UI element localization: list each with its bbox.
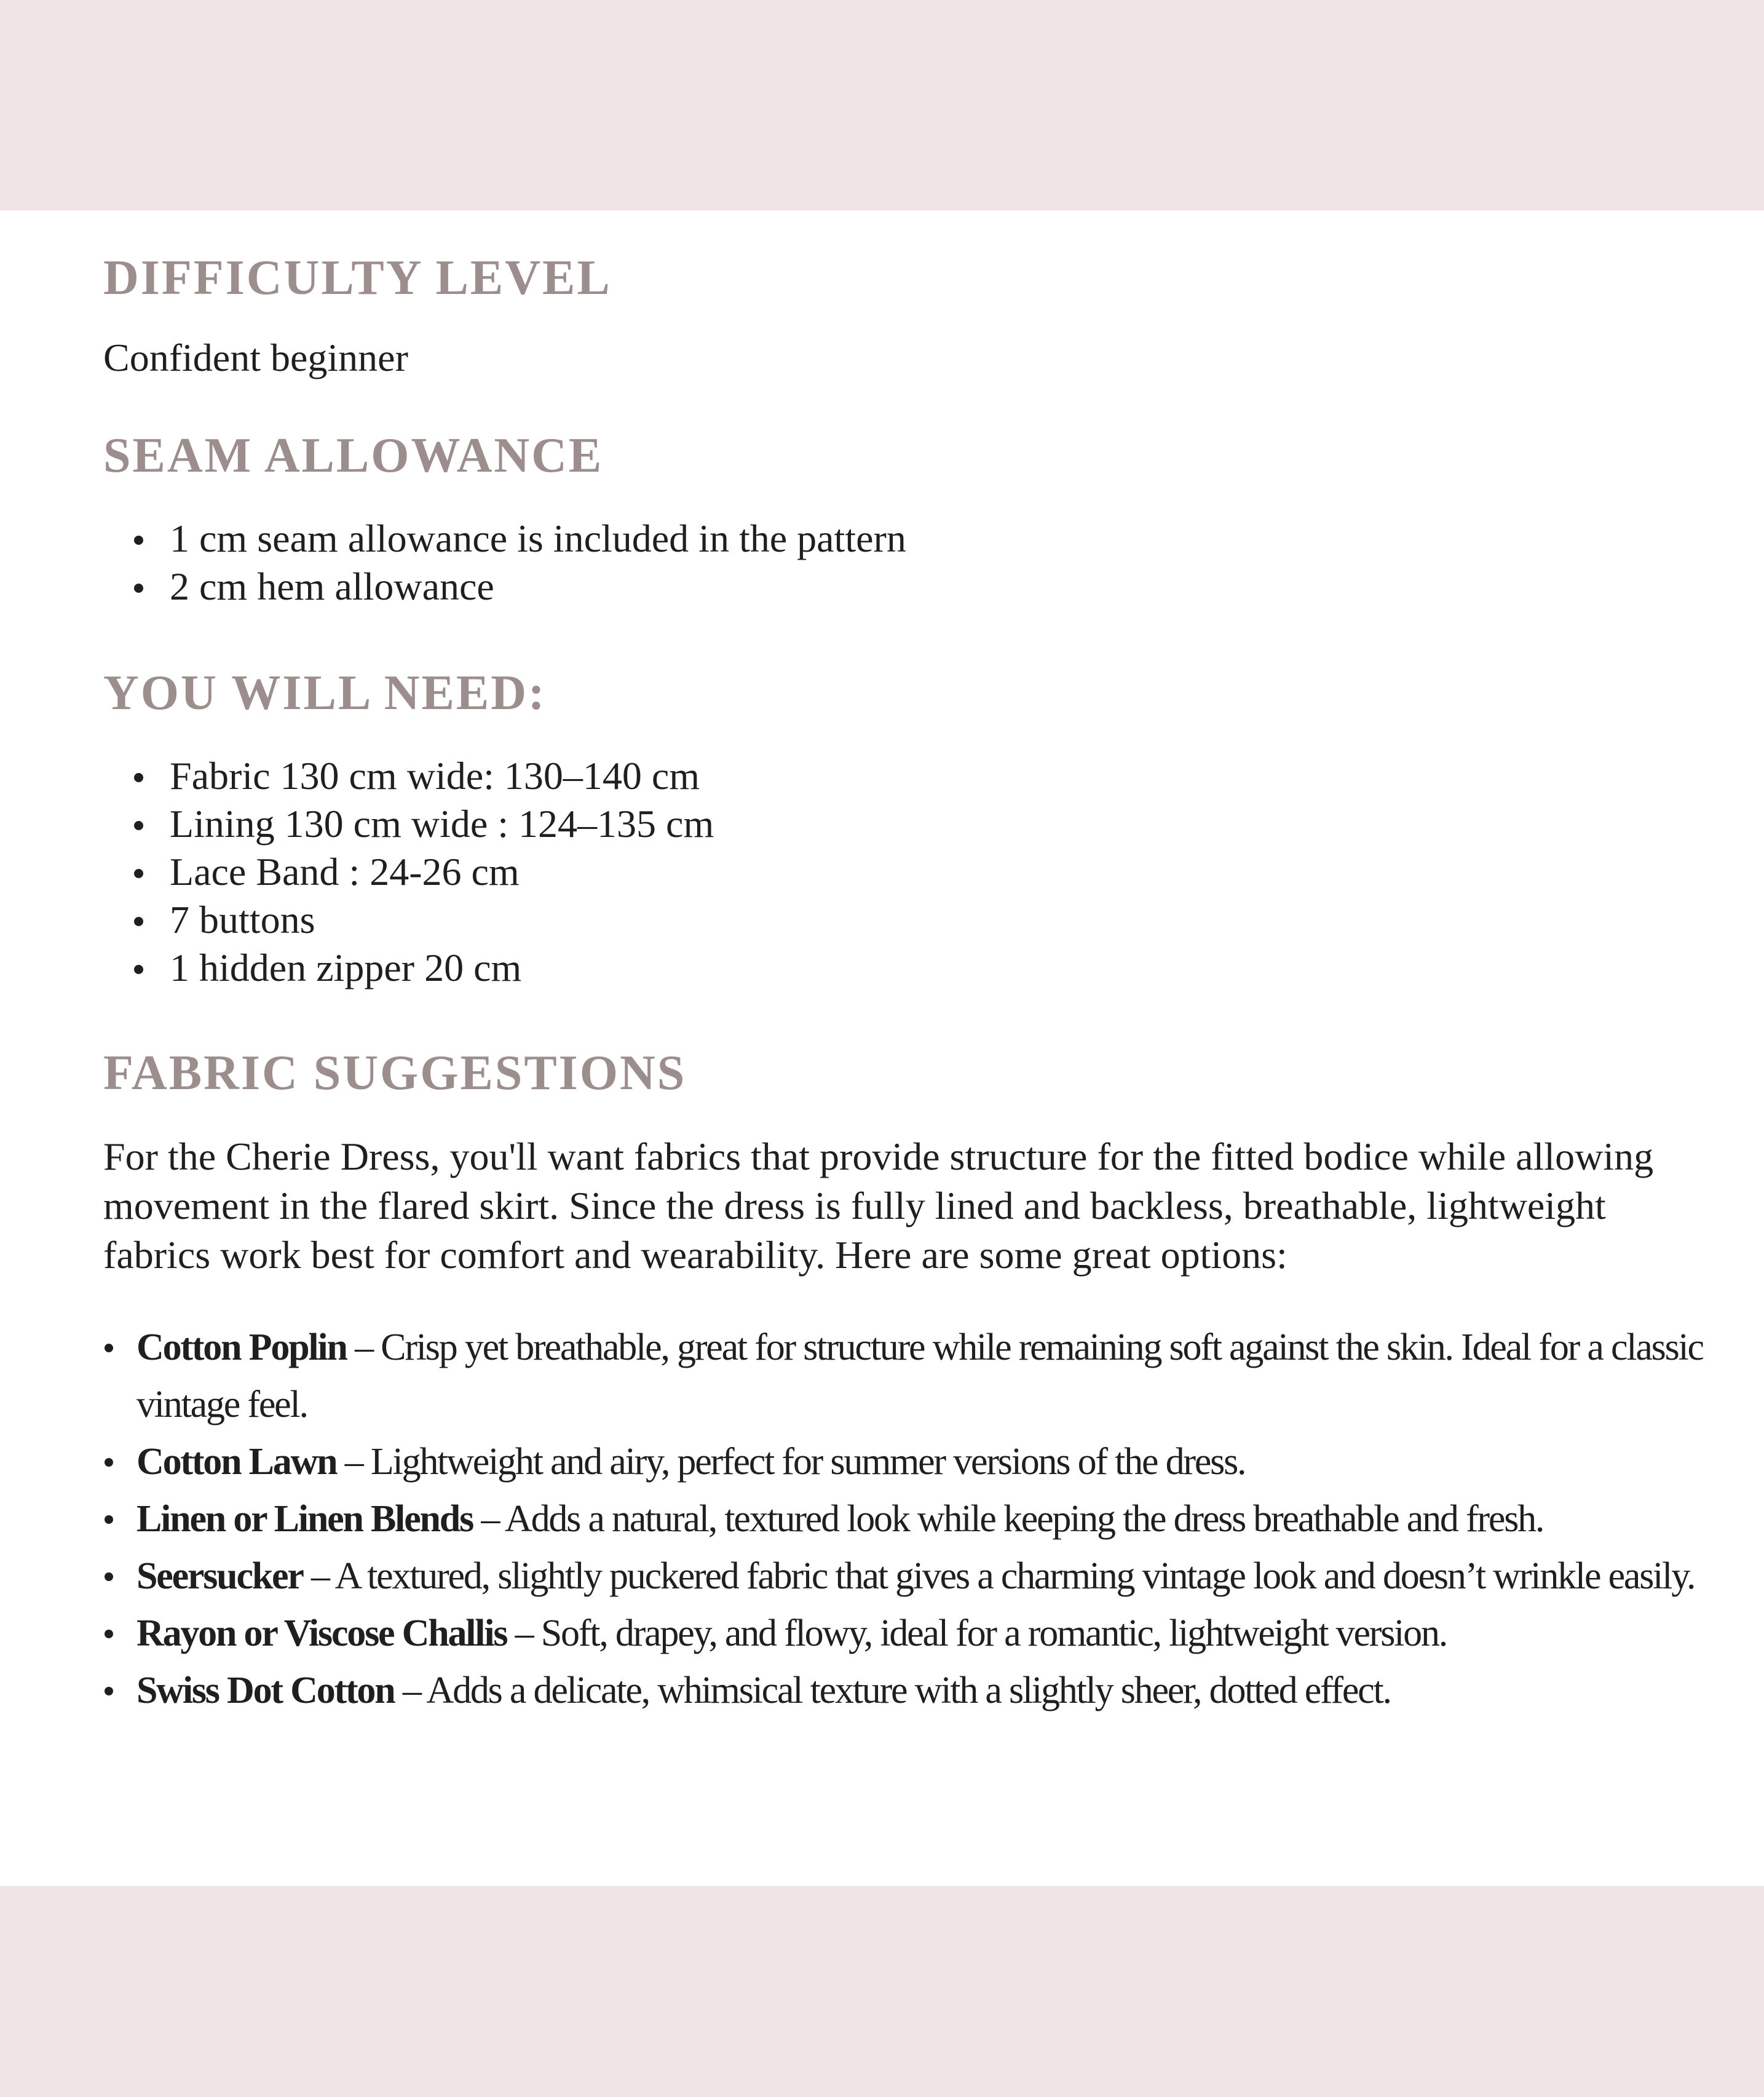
fabric-intro: For the Cherie Dress, you'll want fabrics that provide structure for the fitted bodice while allowing movement in the flared skirt. Since the dress is fully lined and backless, breathable, lightweight fabrics work best for comfort and wearability. Here are some great options: <box>103 1134 1654 1277</box>
need-list <box>103 752 1690 992</box>
fabric-desc: – A textured, slightly puckered fabric that gives a charming vintage look and doesn’t wrinkle easily. <box>311 1555 1695 1597</box>
seam-section <box>103 428 1690 611</box>
list-item: 7 buttons <box>129 896 1690 944</box>
list-item: Lace Band : 24-26 cm <box>129 848 1690 896</box>
fabric-desc: – Crisp yet breathable, great for structure while remaining soft against the skin. Ideal for a classic vintage feel. <box>136 1326 1703 1425</box>
difficulty-text: Confident beginner <box>103 336 408 379</box>
fabric-desc: – Soft, drapey, and flowy, ideal for a romantic, lightweight version. <box>515 1612 1447 1654</box>
list-item: 1 hidden zipper 20 cm <box>129 944 1690 992</box>
fabric-name: Seersucker <box>136 1555 303 1597</box>
fabric-item <box>136 1662 1711 1719</box>
fabric-name: Cotton Lawn <box>136 1440 337 1483</box>
list-item: Fabric 130 cm wide: 130–140 cm <box>129 752 1690 800</box>
fabric-list <box>103 1319 1711 1719</box>
bottom-band <box>0 1886 1764 2097</box>
seam-list <box>103 515 1690 611</box>
fabric-name: Cotton Poplin <box>136 1326 347 1368</box>
top-band <box>0 0 1764 210</box>
fabric-item <box>136 1605 1711 1662</box>
need-section <box>103 665 1690 992</box>
fabric-name: Linen or Linen Blends <box>136 1497 473 1540</box>
fabric-desc: – Adds a natural, textured look while keeping the dress breathable and fresh. <box>481 1497 1544 1540</box>
fabric-name: Swiss Dot Cotton <box>136 1669 395 1711</box>
seam-heading: SEAM ALLOWANCE <box>103 428 604 483</box>
list-item: 1 cm seam allowance is included in the pattern <box>129 515 1690 563</box>
list-item: Lining 130 cm wide : 124–135 cm <box>129 800 1690 848</box>
fabric-item <box>136 1433 1711 1491</box>
fabric-item <box>136 1491 1711 1548</box>
fabric-section <box>103 1045 1703 1719</box>
fabric-item <box>136 1548 1711 1605</box>
fabric-desc: – Lightweight and airy, perfect for summer versions of the dress. <box>344 1440 1246 1483</box>
fabric-desc: – Adds a delicate, whimsical texture with a slightly sheer, dotted effect. <box>402 1669 1391 1711</box>
difficulty-heading: DIFFICULTY LEVEL <box>103 251 612 305</box>
difficulty-section <box>103 253 1690 382</box>
fabric-item <box>136 1319 1711 1433</box>
document-page <box>0 210 1764 1886</box>
fabric-name: Rayon or Viscose Challis <box>136 1612 507 1654</box>
fabric-heading: FABRIC SUGGESTIONS <box>103 1045 687 1100</box>
need-heading: YOU WILL NEED: <box>103 665 547 720</box>
list-item: 2 cm hem allowance <box>129 563 1690 611</box>
